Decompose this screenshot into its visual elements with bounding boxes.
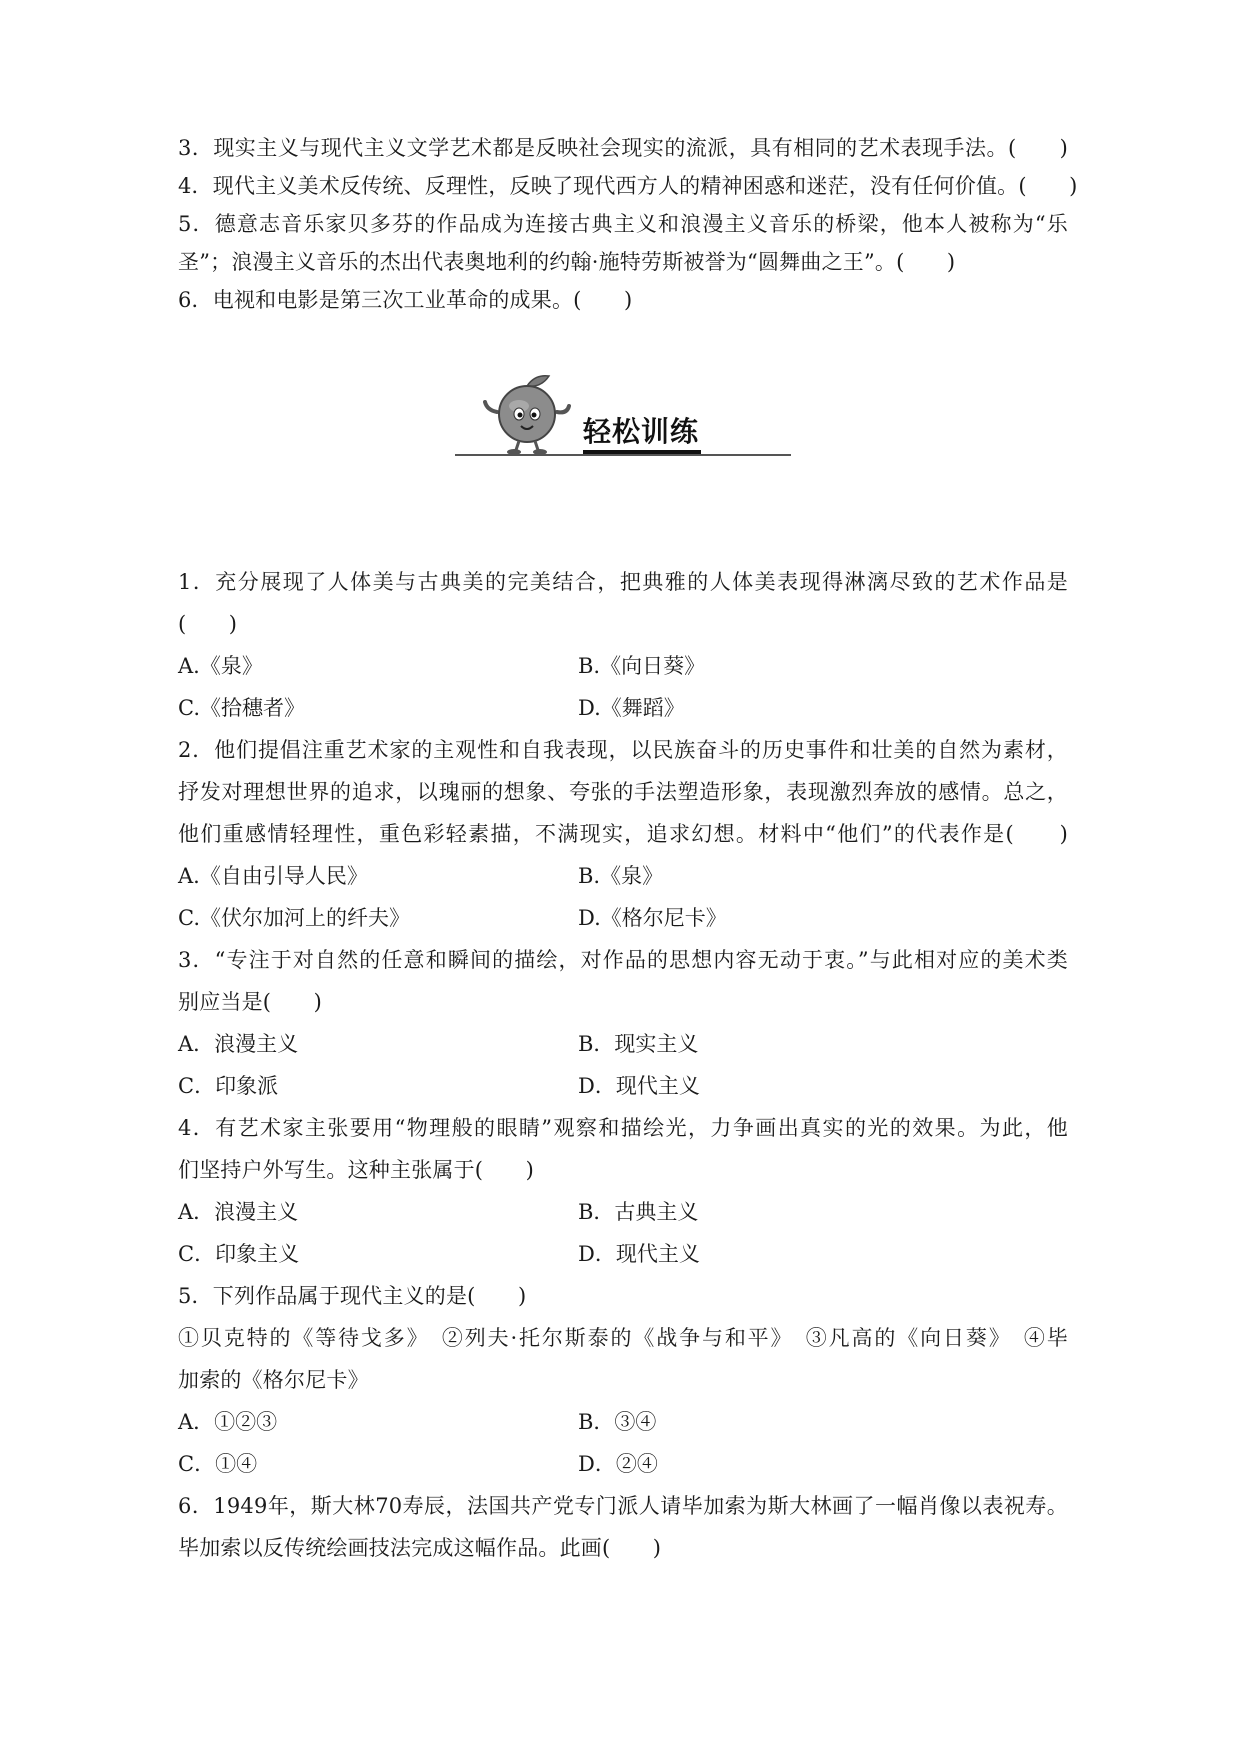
q3-option-d: D．现代主义 (578, 1074, 700, 1098)
q5-stem-line3: 加索的《格尔尼卡》 (178, 1368, 369, 1392)
q2-option-d: D.《格尔尼卡》 (578, 906, 727, 930)
q4-stem-line1: 4．有艺术家主张要用“物理般的眼睛”观察和描绘光，力争画出真实的光的效果。为此，他 (178, 1116, 1068, 1140)
judgment-5-line2: 圣”；浪漫主义音乐的杰出代表奥地利的约翰·施特劳斯被誉为“圆舞曲之王”。( ) (178, 250, 956, 274)
section-title: 轻松训练 (583, 415, 700, 448)
q5-stem-line2: ①贝克特的《等待戈多》 ②列夫·托尔斯泰的《战争与和平》 ③凡高的《向日葵》 ④毕 (178, 1326, 1068, 1350)
q3-option-b: B．现实主义 (578, 1032, 699, 1056)
q4-option-d: D．现代主义 (578, 1242, 700, 1266)
section-rule (455, 454, 791, 456)
q4-option-b: B．古典主义 (578, 1200, 699, 1224)
q6-stem-line1: 6．1949年，斯大林70寿辰，法国共产党专门派人请毕加索为斯大林画了一幅肖像以表祝寿。 (178, 1494, 1068, 1518)
q6-stem-line2: 毕加索以反传统绘画技法完成这幅作品。此画( ) (178, 1536, 662, 1560)
q1-stem-line1: 1．充分展现了人体美与古典美的完美结合，把典雅的人体美表现得淋漓尽致的艺术作品是 (178, 570, 1068, 594)
q2-option-b: B.《泉》 (578, 864, 664, 888)
q2-option-c: C.《伏尔加河上的纤夫》 (178, 906, 410, 930)
q1-option-b: B.《向日葵》 (578, 654, 706, 678)
q4-option-c: C．印象主义 (178, 1242, 300, 1266)
q5-option-d: D．②④ (578, 1452, 658, 1476)
judgment-4: 4．现代主义美术反传统、反理性，反映了现代西方人的精神困惑和迷茫，没有任何价值。( ) (178, 174, 1078, 198)
q1-option-c: C.《拾穗者》 (178, 696, 305, 720)
q3-option-c: C．印象派 (178, 1074, 279, 1098)
q1-stem-line2: ( ) (178, 612, 238, 636)
q3-stem-line1: 3．“专注于对自然的任意和瞬间的描绘，对作品的思想内容无动于衷。”与此相对应的美术类 (178, 948, 1068, 972)
q5-option-a: A．①②③ (178, 1410, 278, 1434)
q3-stem-line2: 别应当是( ) (178, 990, 322, 1014)
mascot-icon (483, 372, 573, 456)
q2-stem-line1: 2．他们提倡注重艺术家的主观性和自我表现，以民族奋斗的历史事件和壮美的自然为素材， (178, 738, 1068, 762)
q5-stem-line1: 5．下列作品属于现代主义的是( ) (178, 1284, 527, 1308)
judgment-5-line1: 5．德意志音乐家贝多芬的作品成为连接古典主义和浪漫主义音乐的桥梁，他本人被称为“乐 (178, 212, 1068, 236)
judgment-3: 3．现实主义与现代主义文学艺术都是反映社会现实的流派，具有相同的艺术表现手法。( ) (178, 136, 1068, 160)
q4-option-a: A．浪漫主义 (178, 1200, 299, 1224)
q5-option-c: C．①④ (178, 1452, 258, 1476)
q1-option-d: D.《舞蹈》 (578, 696, 685, 720)
q2-stem-line3: 他们重感情轻理性，重色彩轻素描，不满现实，追求幻想。材料中“他们”的代表作是( ) (178, 822, 1068, 846)
q3-option-a: A．浪漫主义 (178, 1032, 299, 1056)
q2-stem-line2: 抒发对理想世界的追求，以瑰丽的想象、夸张的手法塑造形象，表现激烈奔放的感情。总之， (178, 780, 1068, 804)
q4-stem-line2: 们坚持户外写生。这种主张属于( ) (178, 1158, 534, 1182)
judgment-6: 6．电视和电影是第三次工业革命的成果。( ) (178, 288, 633, 312)
q1-option-a: A.《泉》 (178, 654, 263, 678)
section-banner (455, 372, 795, 464)
q2-option-a: A.《自由引导人民》 (178, 864, 368, 888)
q5-option-b: B．③④ (578, 1410, 657, 1434)
